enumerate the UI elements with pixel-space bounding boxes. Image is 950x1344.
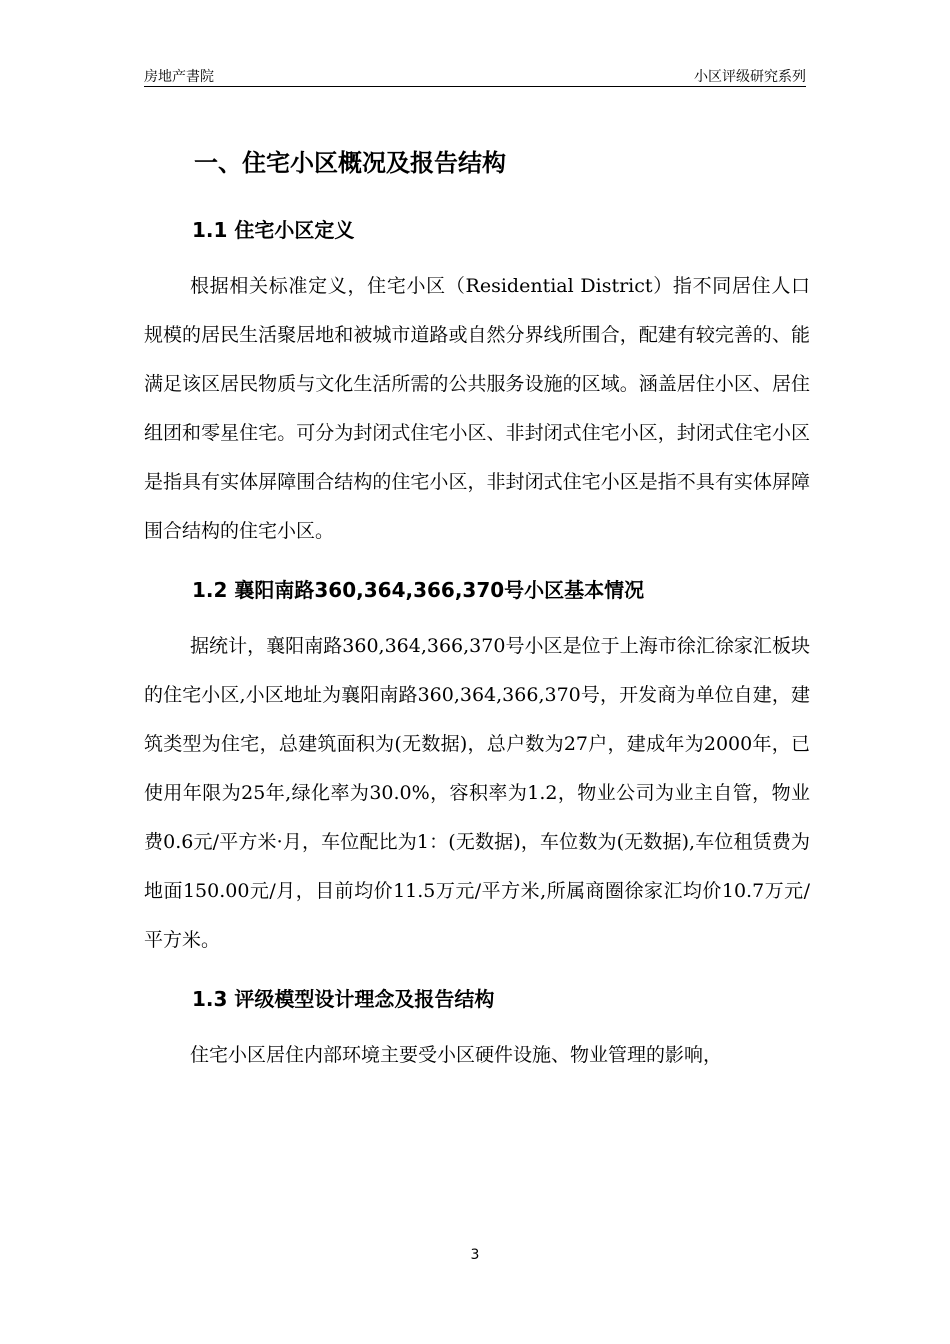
subsection-title-basic-info: 1.2 襄阳南路360,364,366,370号小区基本情况: [192, 578, 645, 602]
subsection-title-definition: 1.1 住宅小区定义: [192, 218, 355, 242]
page-header: [144, 60, 806, 87]
document-body: [144, 138, 810, 1080]
paragraph-model-design: 住宅小区居住内部环境主要受小区硬件设施、物业管理的影响，: [190, 1044, 723, 1066]
page-number: 3: [470, 1247, 480, 1263]
header-series-title: 小区评级研究系列: [694, 69, 806, 85]
header-publisher: 房地产書院: [144, 69, 214, 85]
subsection-title-model-design: 1.3 评级模型设计理念及报告结构: [192, 987, 495, 1011]
paragraph-basic-info: 据统计，襄阳南路360,364,366,370号小区是位于上海市徐汇徐家汇板块的住宅小区,小区地址为襄阳南路360,364,366,370号，开发商为单位自建，建筑类型为住宅，总建筑面积为(无数据)，总户数为27户，建成年为2000年，已使用年限为25年,绿化率为30.0%，容积率为1.2，物业公司为业主自管，物业费0.6元/平方米·月，车位配比为1：(无数据)，车位数为(无数据),车位租赁费为地面150.00元/月，目前均价11.5万元/平方米,所属商圈徐家汇均价10.7万元/平方米。: [144, 635, 810, 951]
section-title: 一、住宅小区概况及报告结构: [194, 149, 506, 177]
paragraph-definition: 根据相关标准定义，住宅小区（Residential District）指不同居住人口规模的居民生活聚居地和被城市道路或自然分界线所围合，配建有较完善的、能满足该区居民物质与文化生活所需的公共服务设施的区域。涵盖居住小区、居住组团和零星住宅。可分为封闭式住宅小区、非封闭式住宅小区，封闭式住宅小区是指具有实体屏障围合结构的住宅小区，非封闭式住宅小区是指不具有实体屏障围合结构的住宅小区。: [144, 275, 810, 542]
